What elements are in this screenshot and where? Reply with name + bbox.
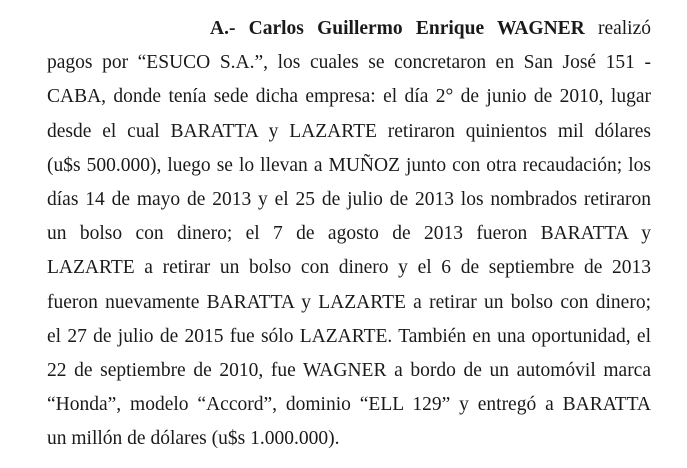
paragraph-line-9: fueron nuevamente BARATTA y LAZARTE a retirar un bolso con dinero; xyxy=(47,291,651,313)
paragraph-line-4: desde el cual BARATTA y LAZARTE retiraron quinientos mil dólares xyxy=(47,120,651,142)
paragraph-line-1 xyxy=(47,12,651,46)
document-page xyxy=(47,12,651,456)
paragraph-line-8: LAZARTE a retirar un bolso con dinero y el 6 de septiembre de 2013 xyxy=(47,257,651,279)
paragraph-line-11: 22 de septiembre de 2010, fue WAGNER a bordo de un automóvil marca xyxy=(47,359,651,381)
paragraph-line-2: pagos por “ESUCO S.A.”, los cuales se concretaron en San José 151 - xyxy=(47,52,651,74)
paragraph-line-12: “Honda”, modelo “Accord”, dominio “ELL 129” y entregó a BARATTA xyxy=(47,394,651,416)
paragraph-line-5: (u$s 500.000), luego se lo llevan a MUÑOZ junto con otra recaudación; los xyxy=(47,154,651,176)
heading-continuation: realizó xyxy=(584,18,651,39)
paragraph-line-10: el 27 de julio de 2015 fue sólo LAZARTE. También en una oportunidad, el xyxy=(47,325,651,347)
paragraph-line-3: CABA, donde tenía sede dicha empresa: el día 2° de junio de 2010, lugar xyxy=(47,86,651,108)
heading-name: A.- Carlos Guillermo Enrique WAGNER xyxy=(210,18,585,39)
paragraph-line-6: días 14 de mayo de 2013 y el 25 de julio de 2013 los nombrados retiraron xyxy=(47,188,651,210)
paragraph-line-13: un millón de dólares (u$s 1.000.000). xyxy=(47,428,340,450)
paragraph-line-7: un bolso con dinero; el 7 de agosto de 2013 fueron BARATTA y xyxy=(47,223,651,245)
